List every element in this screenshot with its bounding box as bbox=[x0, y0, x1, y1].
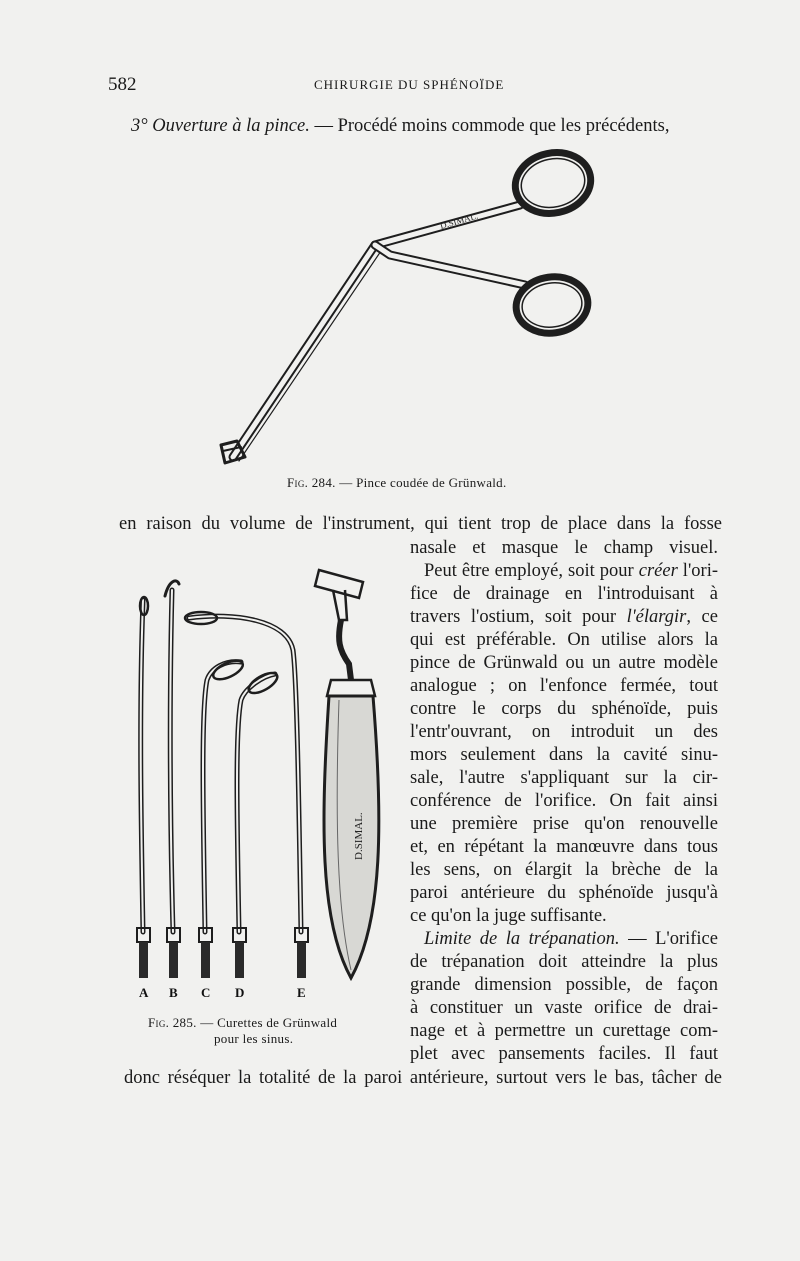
body-line: paroi antérieure du sphénoïde jusqu'à bbox=[410, 883, 718, 903]
curette-label-b: B bbox=[169, 985, 178, 1000]
body-line: sale, l'autre s'appliquant sur la cir- bbox=[410, 768, 718, 788]
figure-284-caption: Fig. 284. — Pince coudée de Grünwald. bbox=[287, 475, 507, 490]
figure-284-forceps-illustration bbox=[215, 145, 600, 470]
body-line: analogue ; on l'enfonce fermée, tout bbox=[410, 676, 718, 696]
body-line: une première prise qu'on renouvelle bbox=[410, 814, 718, 834]
intro-line: 3° Ouverture à la pince. — Procédé moins commode que les précédents, bbox=[131, 116, 670, 136]
body-line: nage et à permettre un curettage com- bbox=[410, 1021, 718, 1041]
curette-label-e: E bbox=[297, 985, 306, 1000]
body-line: de trépanation doit atteindre la plus bbox=[410, 952, 718, 972]
body-line: Limite de la trépanation. — L'orifice bbox=[424, 929, 718, 949]
body-line: pince de Grünwald ou un autre modèle bbox=[410, 653, 718, 673]
body-line: fice de drainage en l'introduisant à bbox=[410, 584, 718, 604]
subsection-heading: Limite de la trépanation. bbox=[424, 929, 620, 949]
page-header bbox=[108, 74, 728, 98]
body-line: travers l'ostium, soit pour l'élargir, ce bbox=[410, 607, 718, 627]
body-line: plet avec pansements faciles. Il faut bbox=[410, 1044, 718, 1064]
page-number: 582 bbox=[108, 74, 137, 95]
body-line: conférence de l'orifice. On fait ainsi bbox=[410, 791, 718, 811]
body-line: Peut être employé, soit pour créer l'ori- bbox=[424, 561, 718, 581]
body-line: les sens, on élargit la brèche de la bbox=[410, 860, 718, 880]
body-line: et, en répétant la manœuvre dans tous bbox=[410, 837, 718, 857]
figure-285-curettes-illustration bbox=[125, 560, 400, 1010]
forceps-engraving-mark: D.SIMAL. bbox=[438, 210, 480, 231]
body-line: ce qu'on la juge suffisante. bbox=[410, 906, 607, 926]
subsection-heading: 3° Ouverture à la pince. bbox=[131, 116, 310, 136]
running-title: CHIRURGIE DU SPHÉNOÏDE bbox=[314, 77, 505, 92]
curette-label-a: A bbox=[139, 985, 149, 1000]
body-line: contre le corps du sphénoïde, puis bbox=[410, 699, 718, 719]
body-line-full-2: donc réséquer la totalité de la paroi antérieure, surtout vers le bas, tâcher de bbox=[124, 1068, 722, 1088]
figure-285-caption-line2: pour les sinus. bbox=[214, 1031, 294, 1046]
body-line: grande dimension possible, de façon bbox=[410, 975, 718, 995]
curette-label-d: D bbox=[235, 985, 245, 1000]
figure-285-caption: Fig. 285. — Curettes de Grünwald bbox=[148, 1015, 338, 1030]
body-line: à constituer un vaste orifice de drai- bbox=[410, 998, 718, 1018]
body-line: nasale et masque le champ visuel. bbox=[410, 538, 718, 558]
body-line: l'entr'ouvrant, on introduit un des bbox=[410, 722, 718, 742]
body-line: qui est préférable. On utilise alors la bbox=[410, 630, 718, 650]
body-line: mors seulement dans la cavité sinu- bbox=[410, 745, 718, 765]
body-line-full-1: en raison du volume de l'instrument, qui tient trop de place dans la fosse bbox=[119, 514, 722, 534]
curette-label-c: C bbox=[201, 985, 211, 1000]
handle-engraving-mark: D.SIMAL. bbox=[353, 812, 365, 860]
